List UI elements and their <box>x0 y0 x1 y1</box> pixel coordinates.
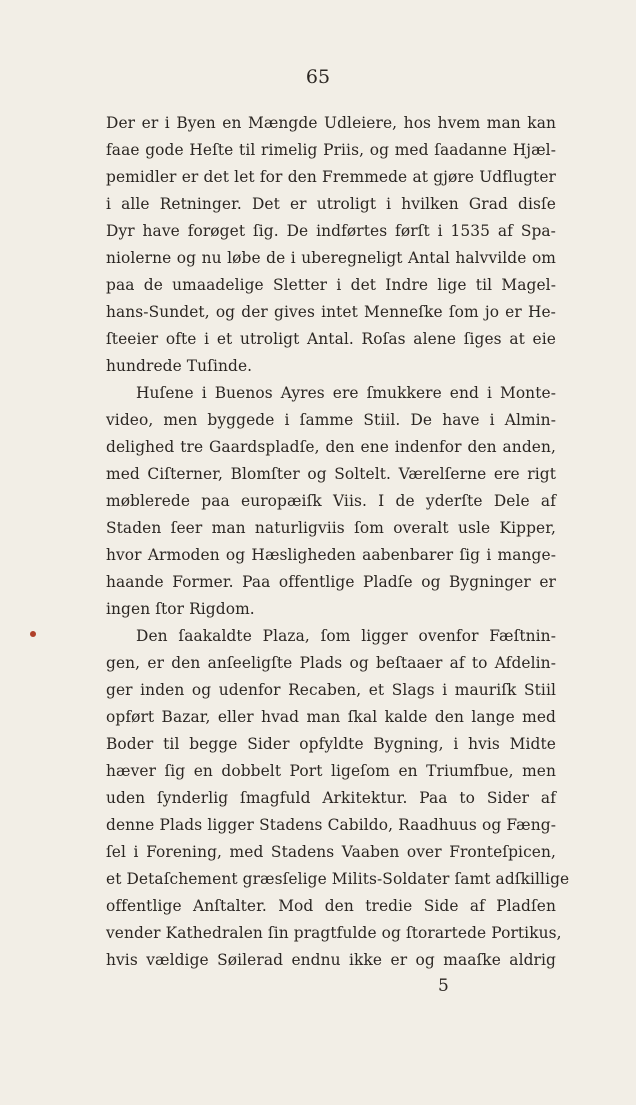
text-line: møblerede paa europæiſk Viis. I de yderſte Dele af <box>106 492 556 510</box>
text-line: paa de umaadelige Sletter i det Indre lige til Magel- <box>106 276 556 294</box>
text-line: video, men byggede i ſamme Stiil. De have i Almin- <box>106 411 556 429</box>
text-line: vender Kathedralen ſin pragtfulde og ſtorartede Portikus, <box>106 924 562 942</box>
text-line: hvis vældige Søilerad endnu ikke er og maaſke aldrig <box>106 951 556 969</box>
text-line: ſel i Forening, med Stadens Vaaben over Fronteſpicen, <box>106 843 556 861</box>
text-line: uden ſynderlig ſmagfuld Arkitektur. Paa to Sider af <box>106 789 556 807</box>
text-line: opført Bazar, eller hvad man ſkal kalde den lange med <box>106 708 556 726</box>
text-line: i alle Retninger. Det er utroligt i hvilken Grad disſe <box>106 195 556 213</box>
text-line: Der er i Byen en Mængde Udleiere, hos hvem man kan <box>106 114 556 132</box>
paragraph <box>106 623 570 974</box>
text-line: hvor Armoden og Hæsligheden aabenbarer ſig i mange- <box>106 546 556 564</box>
text-line: offentlige Anſtalter. Mod den tredie Side af Pladſen <box>106 897 556 915</box>
text-line: ingen ſtor Rigdom. <box>106 600 255 618</box>
text-line: et Detaſchement græsſelige Milits-Soldater ſamt adſkillige <box>106 870 570 888</box>
text-line: Huſene i Buenos Ayres ere ſmukkere end i Monte- <box>136 384 556 402</box>
text-line: gen, er den anſeeligſte Plads og beſtaaer af to Afdelin- <box>106 654 556 672</box>
text-line: Staden ſeer man naturligviis ſom overalt usle Kipper, <box>106 519 556 537</box>
text-line: ger inden og udenfor Recaben, et Slags i mauriſk Stiil <box>106 681 556 699</box>
text-line: niolerne og nu løbe de i uberegneligt Antal halvvilde om <box>106 249 556 267</box>
text-line: hans-Sundet, og der gives intet Menneſke ſom jo er He- <box>106 303 556 321</box>
paragraph <box>106 110 556 380</box>
text-line: denne Plads ligger Stadens Cabildo, Raadhuus og Fæng- <box>106 816 556 834</box>
margin-ink-mark <box>30 631 36 637</box>
text-line: haande Former. Paa offentlige Pladſe og Bygninger er <box>106 573 556 591</box>
text-line: Dyr have forøget ſig. De indførtes førſt i 1535 af Spa- <box>106 222 556 240</box>
paragraph <box>106 380 556 623</box>
text-line: med Ciſterner, Blomſter og Soltelt. Værelſerne ere rigt <box>106 465 556 483</box>
signature-mark: 5 <box>438 976 449 996</box>
text-line: hundrede Tuſinde. <box>106 357 253 375</box>
text-line: Boder til begge Sider opfyldte Bygning, i hvis Midte <box>106 735 556 753</box>
text-line: pemidler er det let for den Fremmede at gjøre Udflugter <box>106 168 556 186</box>
page-number: 65 <box>305 66 331 88</box>
text-line: faae gode Heſte til rimelig Priis, og med ſaadanne Hjæl- <box>106 141 556 159</box>
text-line: delighed tre Gaardspladſe, den ene indenfor den anden, <box>106 438 556 456</box>
text-line: hæver ſig en dobbelt Port ligeſom en Triumfbue, men <box>106 762 556 780</box>
text-line: Den ſaakaldte Plaza, ſom ligger ovenfor Fæſtnin- <box>136 627 556 645</box>
text-line: ſteeier ofte i et utroligt Antal. Roſas alene ſiges at eie <box>106 330 556 348</box>
body-text <box>106 110 570 974</box>
